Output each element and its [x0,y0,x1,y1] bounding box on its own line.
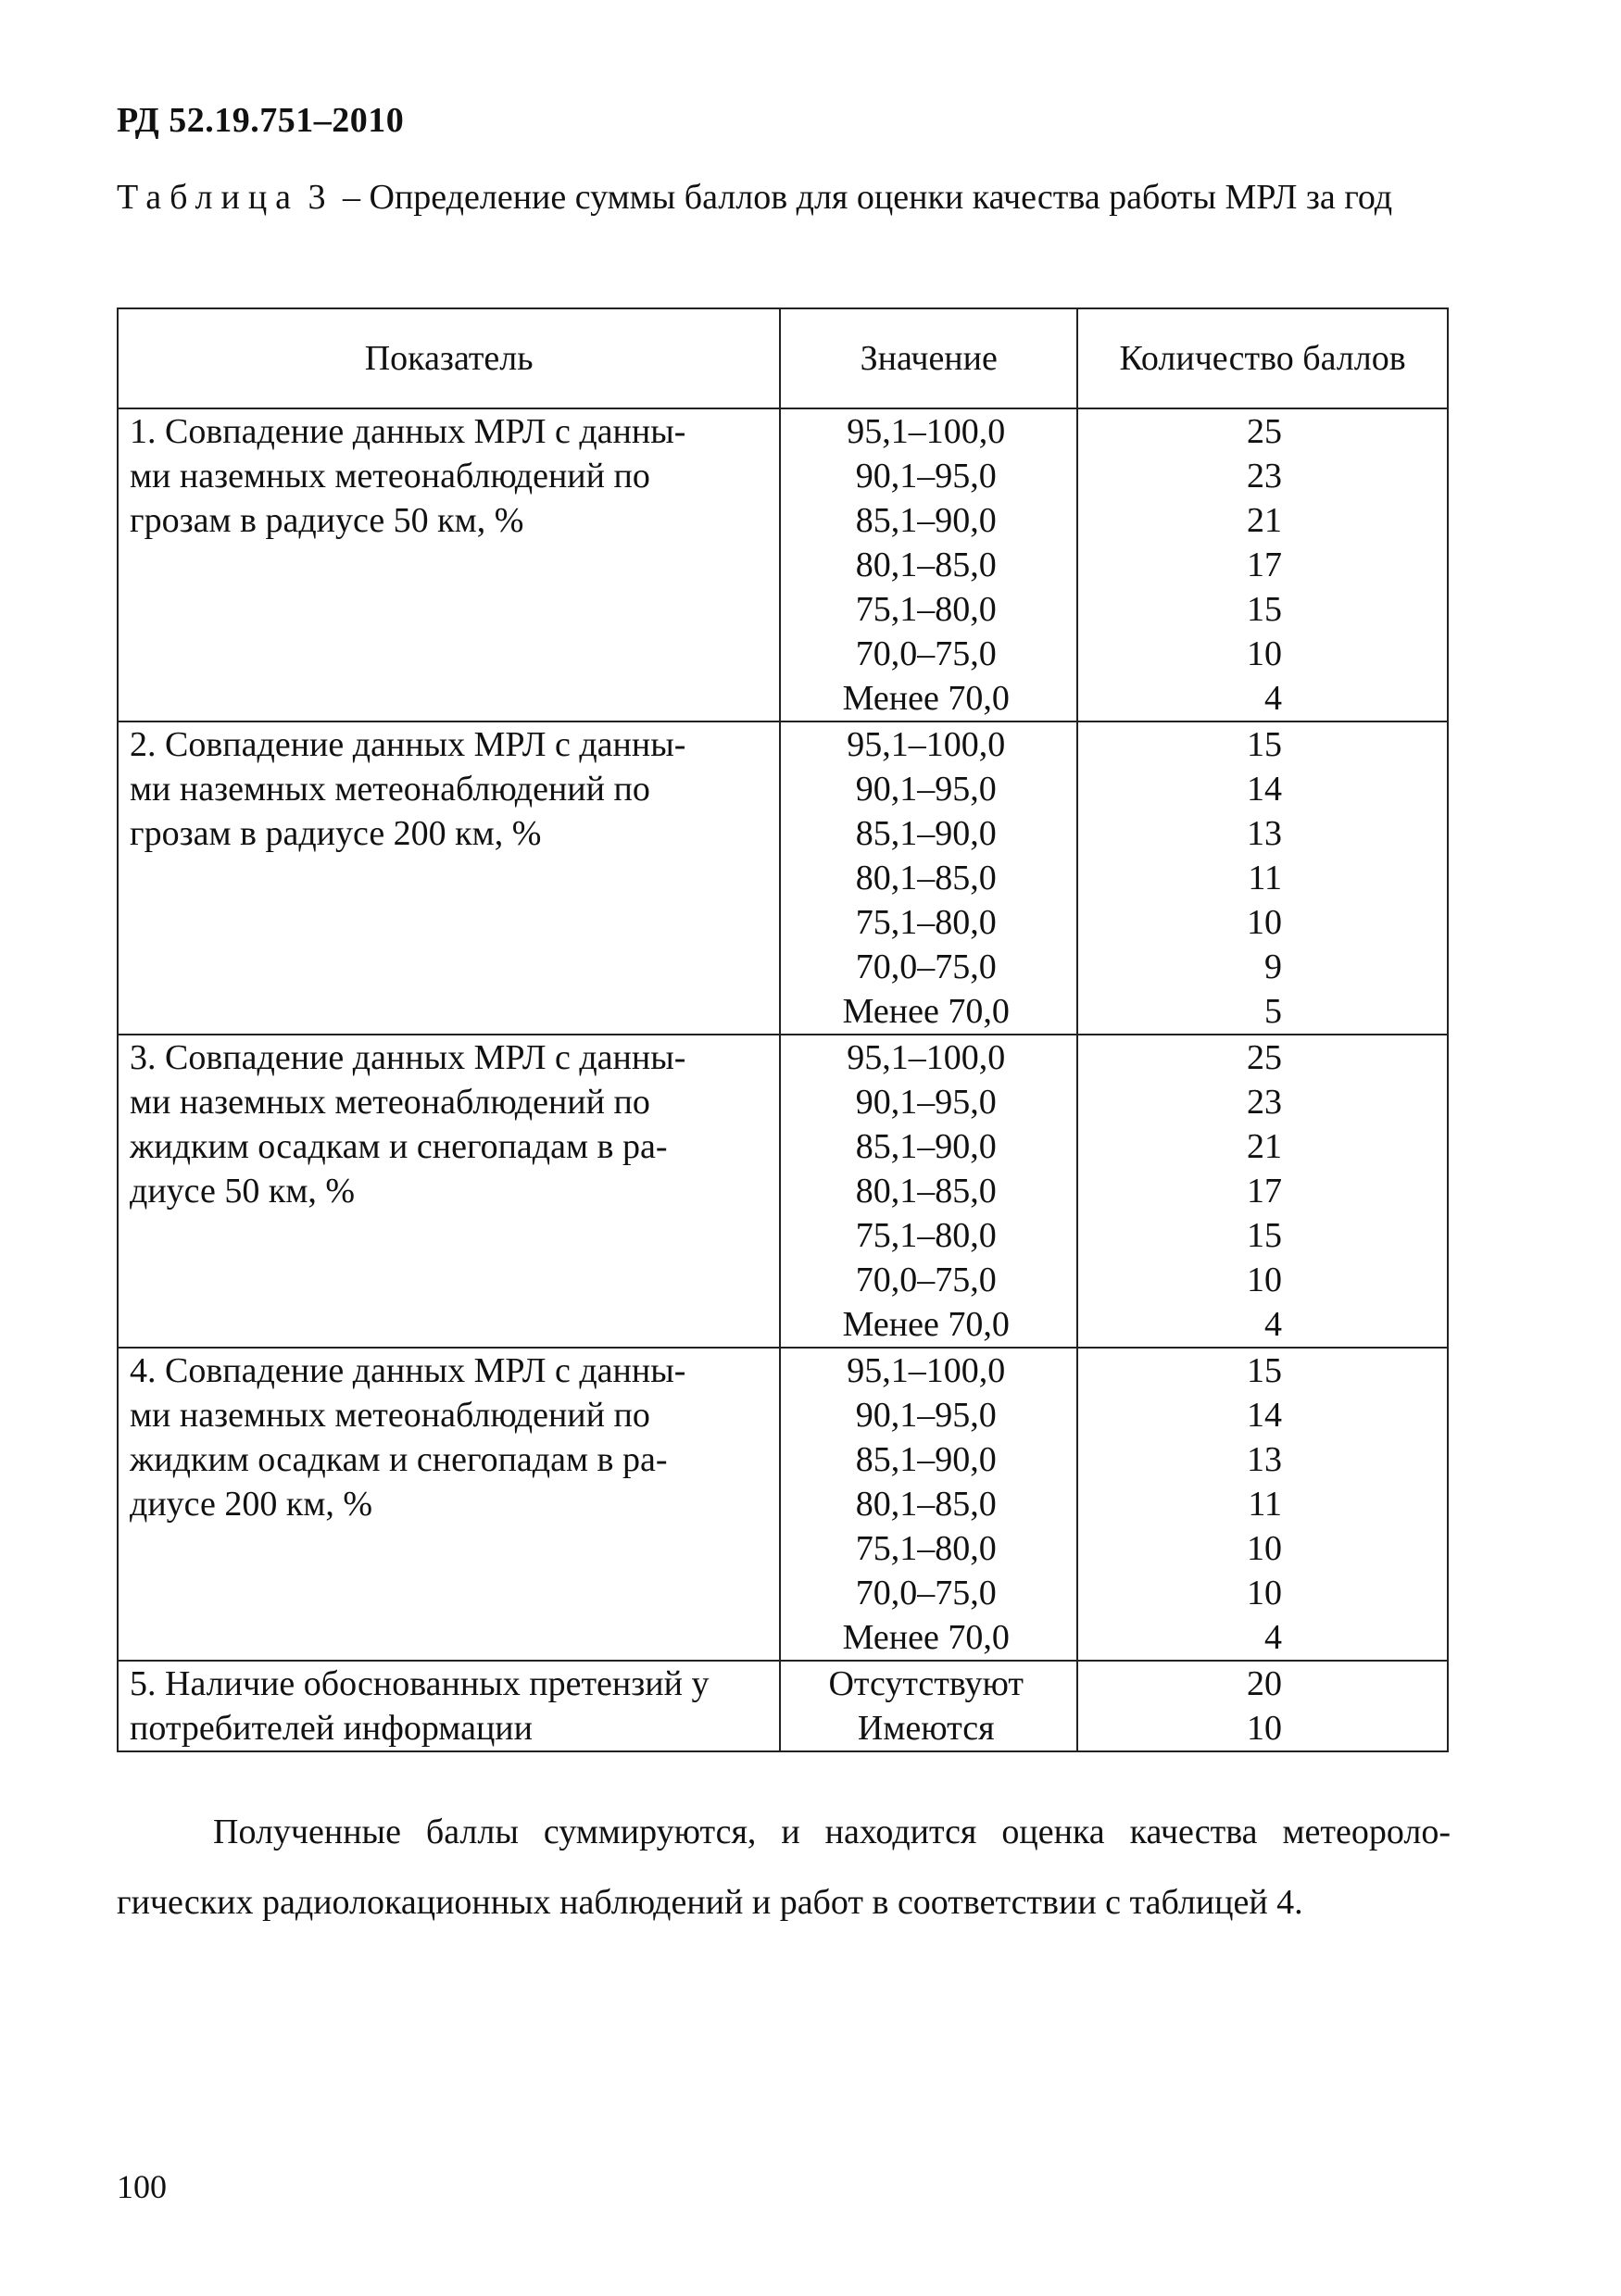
value-line: 75,1–80,0 [855,1529,997,1568]
value-line: 80,1–85,0 [855,859,997,897]
indicator-line: 2. Совпадение данных МРЛ с данны- [130,725,686,764]
points-line: 4 [1264,679,1282,718]
points-line: 15 [1247,1216,1282,1255]
value-line: 80,1–85,0 [855,1172,997,1211]
indicator-line: грозам в радиусе 50 км, % [130,501,524,540]
points-line: 20 [1247,1664,1282,1703]
value-line: 85,1–90,0 [855,1440,997,1479]
indicator-cell [118,408,780,721]
indicator-line: потребителей информации [130,1709,533,1748]
scores-table [117,307,1449,1752]
value-line: Менее 70,0 [842,992,1010,1031]
value-cell [780,1348,1077,1661]
points-line: 15 [1247,590,1282,629]
points-line: 13 [1247,814,1282,853]
value-line: 75,1–80,0 [855,590,997,629]
points-line: 10 [1247,903,1282,942]
indicator-line: диусе 50 км, % [130,1172,356,1211]
indicator-line: ми наземных метеонаблюдений по [130,770,650,809]
value-cell [780,721,1077,1035]
points-line: 14 [1247,770,1282,809]
table-row [118,721,1448,1035]
value-line: 95,1–100,0 [847,1038,1006,1077]
indicator-cell [118,1661,780,1751]
value-line: 90,1–95,0 [855,770,997,809]
points-line: 10 [1247,634,1282,673]
points-cell [1077,408,1448,721]
indicator-line: грозам в радиусе 200 км, % [130,814,542,853]
value-line: 80,1–85,0 [855,1485,997,1524]
value-line: 90,1–95,0 [855,1083,997,1122]
indicator-line: ми наземных метеонаблюдений по [130,1396,650,1435]
indicator-line: 3. Совпадение данных МРЛ с данны- [130,1038,686,1077]
table-header-row [118,308,1448,408]
points-line: 13 [1247,1440,1282,1479]
indicator-line: жидким осадкам и снегопадам в ра- [130,1127,668,1166]
caption-dash: – [343,178,361,217]
indicator-cell [118,1348,780,1661]
points-cell [1077,1661,1448,1751]
indicator-cell [118,1035,780,1348]
body-paragraph: Полученные баллы суммируются, и находится оценка качества метеороло-гических радиолокационных наблюдений и работ в соответствии с таблицей 4. [117,1813,1451,1922]
indicator-cell [118,721,780,1035]
value-line: Отсутствуют [828,1664,1024,1703]
value-line: 75,1–80,0 [855,1216,997,1255]
points-line: 17 [1247,546,1282,584]
table-row [118,1661,1448,1751]
value-line: 90,1–95,0 [855,1396,997,1435]
caption-number: 3 [308,178,334,217]
value-line: 70,0–75,0 [855,634,997,673]
points-line: 10 [1247,1529,1282,1568]
document-code: РД 52.19.751–2010 [117,101,405,140]
points-line: 25 [1247,412,1282,451]
value-line: 90,1–95,0 [855,457,997,496]
indicator-line: 5. Наличие обоснованных претензий у [130,1664,710,1703]
value-line: 70,0–75,0 [855,1261,997,1299]
points-cell [1077,721,1448,1035]
points-line: 10 [1247,1709,1282,1748]
points-cell [1077,1035,1448,1348]
value-cell [780,1035,1077,1348]
points-line: 10 [1247,1261,1282,1299]
points-line: 14 [1247,1396,1282,1435]
points-line: 15 [1247,725,1282,764]
value-line: 70,0–75,0 [855,1574,997,1612]
table-body [118,408,1448,1751]
value-line: 95,1–100,0 [847,412,1006,451]
value-line: 80,1–85,0 [855,546,997,584]
points-line: 23 [1247,457,1282,496]
indicator-line: 1. Совпадение данных МРЛ с данны- [130,412,686,451]
value-line: Менее 70,0 [842,1305,1010,1344]
indicator-line: ми наземных метеонаблюдений по [130,457,650,496]
value-line: 70,0–75,0 [855,947,997,986]
points-line: 5 [1264,992,1282,1031]
points-line: 10 [1247,1574,1282,1612]
value-line: Менее 70,0 [842,1618,1010,1657]
header-indicator: Показатель [118,308,780,408]
indicator-line: диусе 200 км, % [130,1485,373,1524]
points-line: 9 [1264,947,1282,986]
table-row [118,1035,1448,1348]
value-cell [780,408,1077,721]
value-cell [780,1661,1077,1751]
value-line: 85,1–90,0 [855,501,997,540]
table-row [118,408,1448,721]
value-line: 75,1–80,0 [855,903,997,942]
points-line: 11 [1248,1485,1282,1524]
points-line: 21 [1247,1127,1282,1166]
value-line: 95,1–100,0 [847,725,1006,764]
indicator-line: 4. Совпадение данных МРЛ с данны- [130,1351,686,1390]
indicator-line: жидким осадкам и снегопадам в ра- [130,1440,668,1479]
points-line: 4 [1264,1305,1282,1344]
value-line: Менее 70,0 [842,679,1010,718]
caption-label: Таблица [117,178,300,217]
points-line: 21 [1247,501,1282,540]
table-caption [117,157,1469,237]
points-line: 15 [1247,1351,1282,1390]
indicator-line: ми наземных метеонаблюдений по [130,1083,650,1122]
value-line: 85,1–90,0 [855,1127,997,1166]
value-line: 95,1–100,0 [847,1351,1006,1390]
header-value: Значение [780,308,1077,408]
points-line: 4 [1264,1618,1282,1657]
value-line: Имеются [857,1709,995,1748]
table-row [118,1348,1448,1661]
points-line: 23 [1247,1083,1282,1122]
value-line: 85,1–90,0 [855,814,997,853]
points-line: 25 [1247,1038,1282,1077]
points-cell [1077,1348,1448,1661]
points-line: 11 [1248,859,1282,897]
page-number: 100 [117,2168,167,2205]
points-line: 17 [1247,1172,1282,1211]
header-points: Количество баллов [1077,308,1448,408]
caption-text: Определение суммы баллов для оценки качества работы МРЛ за год [369,178,1393,217]
